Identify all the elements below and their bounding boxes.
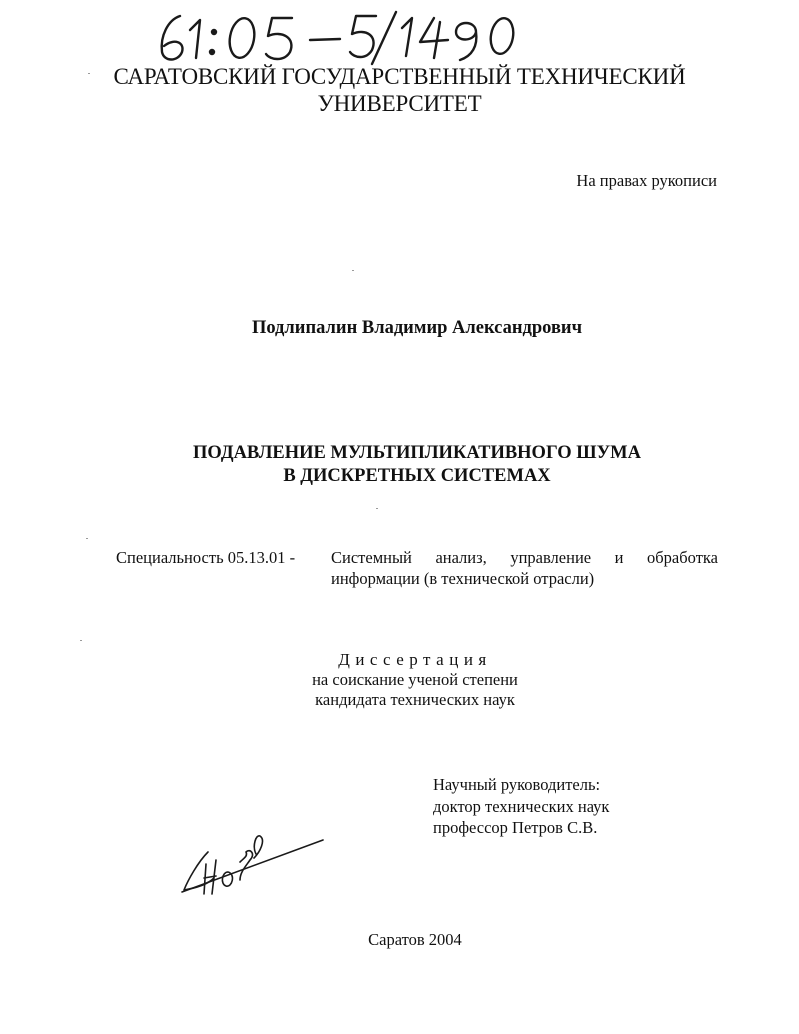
scan-speck <box>376 508 378 509</box>
scan-speck <box>352 270 354 271</box>
author-name: Подлипалин Владимир Александрович <box>251 318 583 338</box>
dissertation-line-2: кандидата технических наук <box>315 690 515 709</box>
dissertation-line-1: на соискание ученой степени <box>312 670 518 689</box>
university-name <box>0 63 799 117</box>
supervisor-degree: доктор технических наук <box>433 796 610 816</box>
university-line-2: УНИВЕРСИТЕТ <box>317 91 482 116</box>
supervisor-block <box>433 774 609 839</box>
specialty-label: Специальность 05.13.01 - <box>116 548 296 567</box>
supervisor-name: профессор Петров С.В. <box>433 818 598 837</box>
author-signature <box>178 832 328 902</box>
title-line-1: ПОДАВЛЕНИЕ МУЛЬТИПЛИКАТИВНОГО ШУМА <box>192 443 641 463</box>
manuscript-note: На правах рукописи <box>576 171 717 190</box>
university-line-1: САРАТОВСКИЙ ГОСУДАРСТВЕННЫЙ ТЕХНИЧЕСКИЙ <box>113 64 686 89</box>
dissertation-word: Диссертация <box>338 650 492 669</box>
specialty-line-1: Системный анализ, управление и обработка <box>331 548 718 567</box>
city-year: Саратов 2004 <box>368 930 462 949</box>
title-line-2: В ДИСКРЕТНЫХ СИСТЕМАХ <box>283 466 551 486</box>
handwritten-catalog-code <box>150 8 530 70</box>
dissertation-title <box>0 442 799 488</box>
specialty-description <box>331 547 718 589</box>
supervisor-role: Научный руководитель: <box>433 775 601 794</box>
dissertation-block <box>0 650 799 710</box>
specialty-line-2: информации (в технической отрасли) <box>331 569 595 588</box>
scan-speck <box>88 73 90 74</box>
scan-speck <box>86 538 88 539</box>
scan-speck <box>80 640 82 641</box>
